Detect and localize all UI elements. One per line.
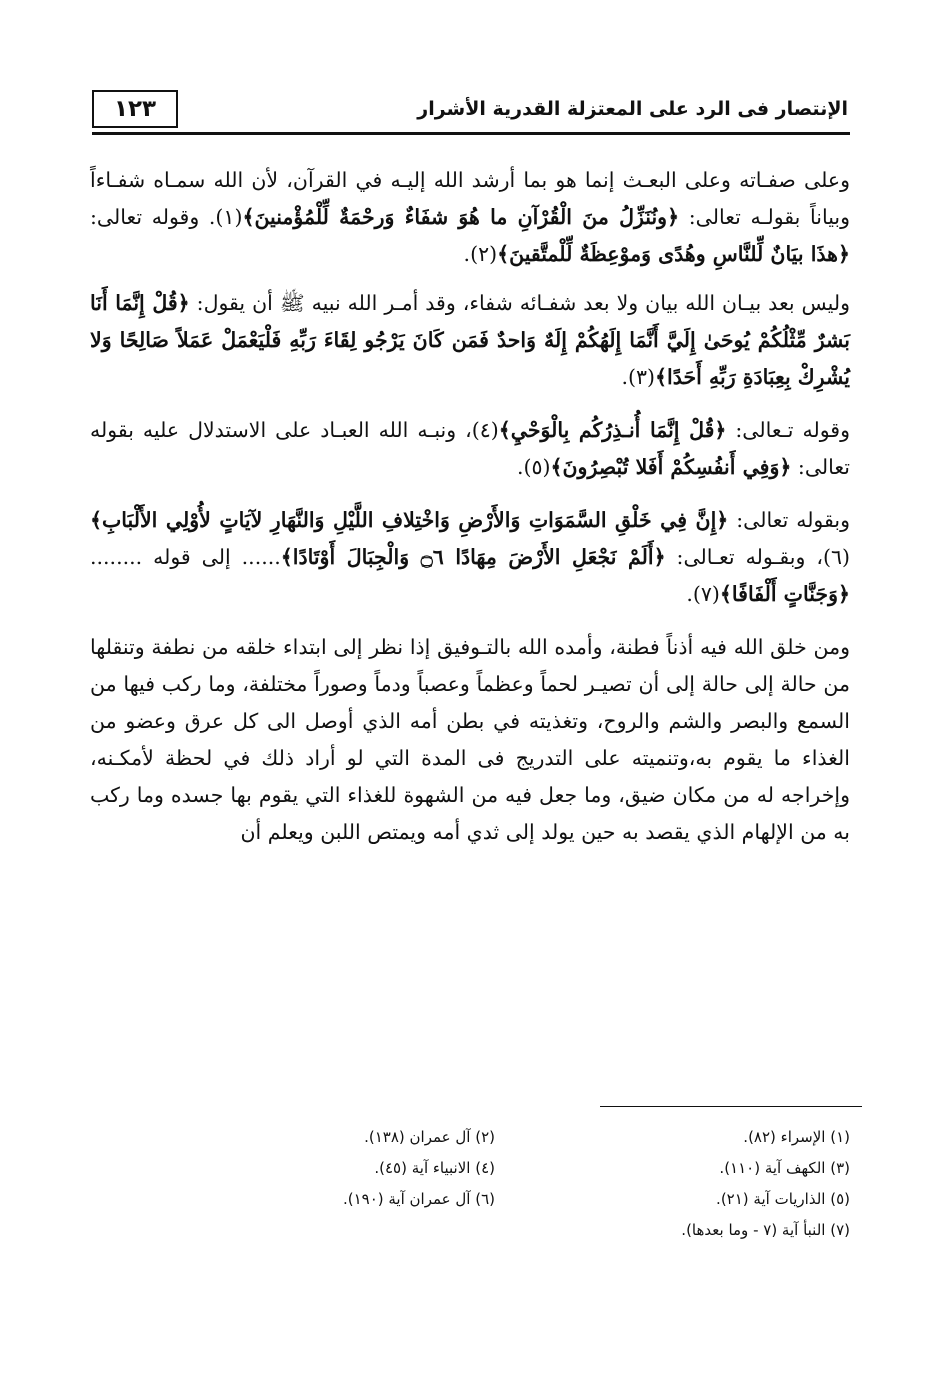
header-rule xyxy=(92,132,850,135)
text-run: (٧). xyxy=(686,582,720,606)
text-run: وقوله تـعالى: xyxy=(726,418,851,442)
text-run: (٥). xyxy=(516,455,551,479)
footnote-rule xyxy=(600,1106,862,1107)
paragraph-5: ومن خلق الله فيه أذناً فطنة، وأمده الله بالتـوفيق إذا نظر إلى ابتداء خلقه من نطفة وتنقلها من حالة إلى حالة إلى أن تصيـر لحماً وعظماً وعصباً ودماً وصوراً مختلفة، وما ركب فيها من السمع والبصر والشم والروح، وتغذيته في بطن أمه الذي أوصل الى كل عرق وعضو من الغذاء ما يقوم به،وتنميته على التدريج فى المدة التي لو أراد ذلك في لحظة لأمكـنه، وإخراجه له من مكان ضيق، وما جعل فيه من الشهوة للغذاء التي يقوم بها جسده وما ركب به من الإلهام الذي يقصد به حين يولد إلى ثدي أمه ويمتص اللبن ويعلم أن xyxy=(90,635,850,844)
footnote-row xyxy=(140,1215,850,1246)
footnote-row xyxy=(140,1122,850,1153)
quran-verse: ﴿إِنَّ فِي خَلْقِ السَّمَوَاتِ وَالأَرْضِ وَاخْتِلافِ اللَّيْلِ وَالنَّهَارِ لآيَاتٍ لأُوْلِي الأَلْبَابِ﴾ xyxy=(90,508,729,532)
footnote-5: (٥) الذاريات آية (٢١). xyxy=(716,1190,850,1208)
quran-verse: ﴿وَجَنَّاتٍ أَلْفَافًا﴾ xyxy=(719,582,850,606)
text-run: (٣). xyxy=(621,365,656,389)
quran-verse: ﴿وَفِي أَنفُسِكُمْ أَفَلا تُبْصِرُونَ﴾ xyxy=(550,455,792,479)
text-run: ...... إلى قوله ........ xyxy=(90,545,281,569)
quran-verse: ﴿ونُنَزِّلُ منَ الْقُرْآنِ ما هُوَ شفَاءٌ وَرحْمَةٌ لِّلْمُؤْمنينَ﴾ xyxy=(242,205,680,229)
paragraph-1 xyxy=(90,162,850,273)
page-number: ١٢٣ xyxy=(113,96,157,122)
footnote-3: (٣) الكهف آية (١١٠). xyxy=(719,1159,850,1177)
footnote-4: (٤) الانبياء آية (٤٥). xyxy=(374,1159,495,1177)
body-text xyxy=(90,162,850,867)
quran-verse: ﴿هذَا بيَانٌ لِّلنَّاسِ وهُدًى وَموْعِظَةٌ لِّلْمتَّقينَ﴾ xyxy=(497,242,850,266)
running-title: الإنتصار فى الرد على المعتزلة القدرية الأشرار xyxy=(417,98,848,120)
text-run: وبقوله تعالى: xyxy=(728,508,850,532)
text-run: (٦)، وبقـوله تعـالى: xyxy=(665,545,850,569)
footnote-2: (٢) آل عمران (١٣٨). xyxy=(364,1128,495,1146)
text-run: وعلى صفـاته وعلى البعـث إنما هو بما أرشد الله إليـه في القرآن، لأن الله سمـاه شفـاءاً وبياناً بقولـه تعالى: xyxy=(90,168,851,229)
footnotes xyxy=(140,1122,850,1246)
text-run: وليس بعد بيـان الله بيان ولا بعد شفـائه شفاء، وقد أمـر الله نبيه ﷺ أن يقول: xyxy=(189,291,850,315)
quran-verse: ﴿قُلْ إِنَّمَا أُنـذِرُكُم بِالْوَحْيِ﴾ xyxy=(498,418,727,442)
text-run: (٤)، ونبـه الله العبـاد على الاستدلال عليه بقوله تعالى: xyxy=(90,418,850,479)
footnote-row xyxy=(140,1184,850,1215)
quran-verse: ﴿أَلَمْ نَجْعَلِ الأَرْضَ مِهَادًا ۝٦ وَالْجِبَالَ أَوْتَادًا﴾ xyxy=(280,545,666,569)
footnote-7: (٧) النبأ آية (٧ - وما بعدها). xyxy=(681,1221,850,1239)
quran-verse: ﴿قُلْ إِنَّمَا أَنَا بَشرٌ مِّثْلُكُمْ يُوحَىٰ إِلَيَّ أَنَّمَا إِلَهُكُمْ إِلَهٌ وَاحدٌ فَمَن كَانَ يَرْجُو لِقَاءَ رَبِّهِ فَلْيَعْمَلْ عَمَلاً صَالِحًا وَلا يُشْرِكْ بِعِبَادَةِ رَبِّهِ أَحَدًا﴾ xyxy=(90,291,850,389)
paragraph-2 xyxy=(90,285,850,396)
paragraph-3 xyxy=(90,412,850,486)
paragraph-4 xyxy=(90,502,850,613)
text-run: (١). وقوله تعالى: xyxy=(90,205,243,229)
footnote-1: (١) الإسراء (٨٢). xyxy=(743,1128,850,1146)
page-number-box xyxy=(92,90,178,128)
footnote-row xyxy=(140,1153,850,1184)
footnote-6: (٦) آل عمران آية (١٩٠). xyxy=(342,1190,495,1208)
text-run: (٢). xyxy=(463,242,498,266)
